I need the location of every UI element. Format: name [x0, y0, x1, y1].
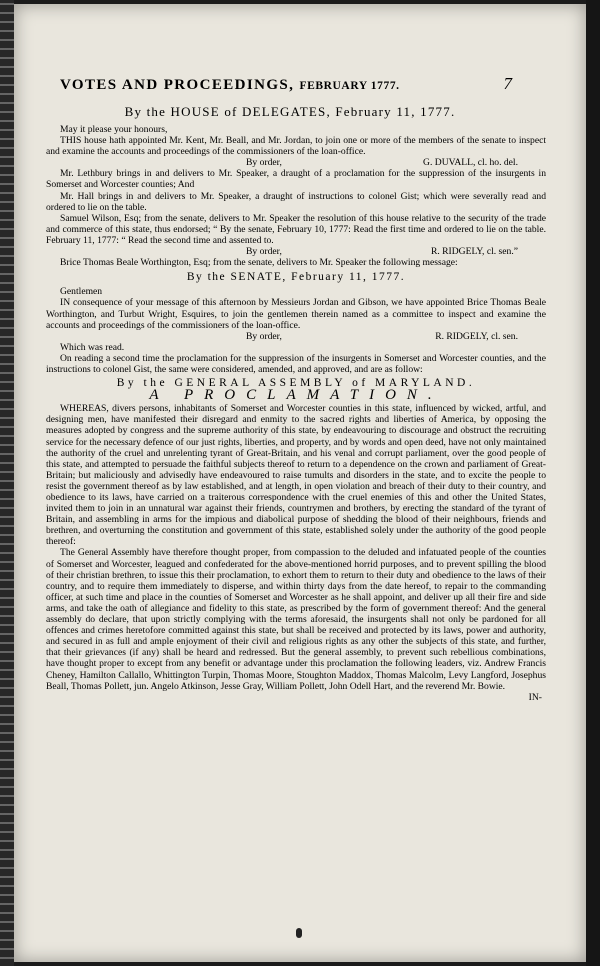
salutation: May it please your honours, — [60, 124, 168, 135]
salutation: Gentlemen — [60, 286, 103, 298]
proceeding-paragraph: On reading a second time the proclamation for the suppression of the insurgents in Somerset and Worcester counties, and the instructions to colonel Gist, the same were considered, amended, and approved, and are as follow: — [46, 352, 546, 375]
signature-line — [46, 157, 546, 168]
printers-mark-icon — [296, 928, 302, 938]
delegates-message — [46, 124, 546, 703]
proceeding-paragraph: Brice Thomas Beale Worthington, Esq; from the senate, delivers to Mr. Speaker the following message: — [60, 257, 458, 269]
scan-right-edge — [586, 0, 600, 966]
running-head — [60, 77, 500, 94]
catchword: IN- — [528, 691, 542, 703]
delegates-heading: By the HOUSE of DELEGATES, February 11, 1777. — [124, 104, 456, 119]
proceeding-paragraph: Which was read. — [60, 341, 125, 353]
proceeding-paragraph: Mr. Hall brings in and delivers to Mr. Speaker, a draught of instructions to colonel Gist; which were severally read and ordered to lie on the table. — [46, 190, 546, 213]
signature-clerk: G. DUVALL, cl. ho. del. — [423, 157, 518, 169]
proclamation-paragraph: The General Assembly have therefore thought proper, from compassion to the deluded and infatuated people of the counties of Somerset and Worcester, leagued and confederated for the above-mentioned horrid purposes, and to prevent spilling the blood of their christian brethren, to issue this their proclamation, to exhort them to return to their duty and obedience to the laws of their country, and to require them immediately to disperse, and within thirty days from the date hereof, to repair to the commanding officer, at such time and place in the counties of Somerset and Worcester as he shall appoint, and deliver up all their fire and side arms, and take the oath of allegiance and fidelity to this state, as prescribed by the form of government thereof: And the general assembly do declare, that upon strictly complying with the terms aforesaid, the insurgents shall not only be pardoned for all offences and crimes heretofore committed against this state, but shall be received and protected by its laws, power and authority, and secured in as full and ample enjoyment of their civil and religious rights as any other the subjects of this state, and further, that their grievances (if any) shall be heard and redressed. But the general assembly, to prevent such rebellious combinations, have thought proper to except from any benefit or advantage under this proclamation the following leaders, viz. Andrew Francis Cheney, Hamilton Callallo, Whittington Turpin, Thomas Moore, Stoughton Maddox, Thomas Malcolm, Levy Langford, Josephus Beall, Thomas Pollett, jun. Angelo Atkinson, Jesse Gray, William Pollett, John Odell Hart, and the reverend Mr. Bowie. — [46, 547, 546, 692]
scan-left-edge — [0, 0, 14, 966]
signature-order: By order, — [246, 246, 282, 258]
running-head-date: FEBRUARY 1777. — [299, 80, 400, 92]
message-paragraph: THIS house hath appointed Mr. Kent, Mr. Beall, and Mr. Jordan, to join one or more of the members of the senate to inspect and examine the accounts and proceedings of the commissioners of the loan-office. — [46, 135, 546, 158]
page-number: 7 — [503, 74, 512, 93]
signature-order: By order, — [246, 330, 282, 342]
senate-heading: By the SENATE, February 11, 1777. — [186, 271, 406, 284]
senate-message-paragraph: IN consequence of your message of this afternoon by Messieurs Jordan and Gibson, we have appointed Brice Thomas Beale Worthington, and Turbut Wright, Esquires, to join the gentlemen therein named as a committee to inspect and examine the accounts and proceedings of the commissioners of the loan-office. — [46, 297, 546, 331]
signature-order: By order, — [246, 157, 282, 169]
assembly-heading: By the GENERAL ASSEMBLY of MARYLAND. — [116, 377, 476, 390]
proceeding-paragraph: Mr. Lethbury brings in and delivers to Mr. Speaker, a draught of a proclamation for the suppression of the insurgents in Somerset and Worcester counties; And — [46, 168, 546, 191]
signature-clerk: R. RIDGELY, cl. sen. — [435, 330, 518, 342]
signature-clerk: R. RIDGELY, cl. sen.” — [430, 246, 518, 258]
signature-line — [46, 331, 546, 342]
proclamation-paragraph: WHEREAS, divers persons, inhabitants of Somerset and Worcester counties in this state, influenced by wicked, artful, and designing men, have manifested their disregard and enmity to the sacred rights and liberties of America, by opposing the measures adopted by congress and the supreme authority of this state, by endeavouring to discourage and obstruct the recruiting service for the necessary defence of our just rights, liberties, and property, and by words and open deed, have not only maintained the authority of the cruel and unrelenting tyrant of Great-Britain, and his venal and corrupt parliament, over the good people of this state, and attempted to persuade the faithful subjects thereof to return to a dependence on the crown and parliament of Great-Britain; but maliciously and advisedly have endeavoured to raise tumults and disorders in the state, and to excite the people to resist the government thereof as by law established, and at length, in open violation and breach of their duty to their country, and obedience to its laws, have carried on a traiterous correspondence with the cruel enemies of this and other the United States, invited them to join in an unnatural war against their friends, countrymen and brothers, by erecting the standard of the tyrant of Britain, and assembling in arms for the impious and diabolical purpose of shedding the blood of their neighbours, friends and brethren, and overturning the constitution and government of this state, established solely under the authority of the good people thereof: — [46, 403, 546, 548]
signature-line — [46, 246, 546, 257]
running-head-title: VOTES AND PROCEEDINGS, — [60, 77, 295, 93]
proclamation-heading: A PROCLAMATION. — [149, 387, 443, 404]
proceeding-paragraph: Samuel Wilson, Esq; from the senate, delivers to Mr. Speaker the resolution of this house relative to the security of the trade and commerce of this state, thus endorsed; “ By the senate, February 10, 1777: Read the first time and ordered to lie on the table. February 11, 1777: “ Read the second time and assented to. — [46, 212, 546, 246]
